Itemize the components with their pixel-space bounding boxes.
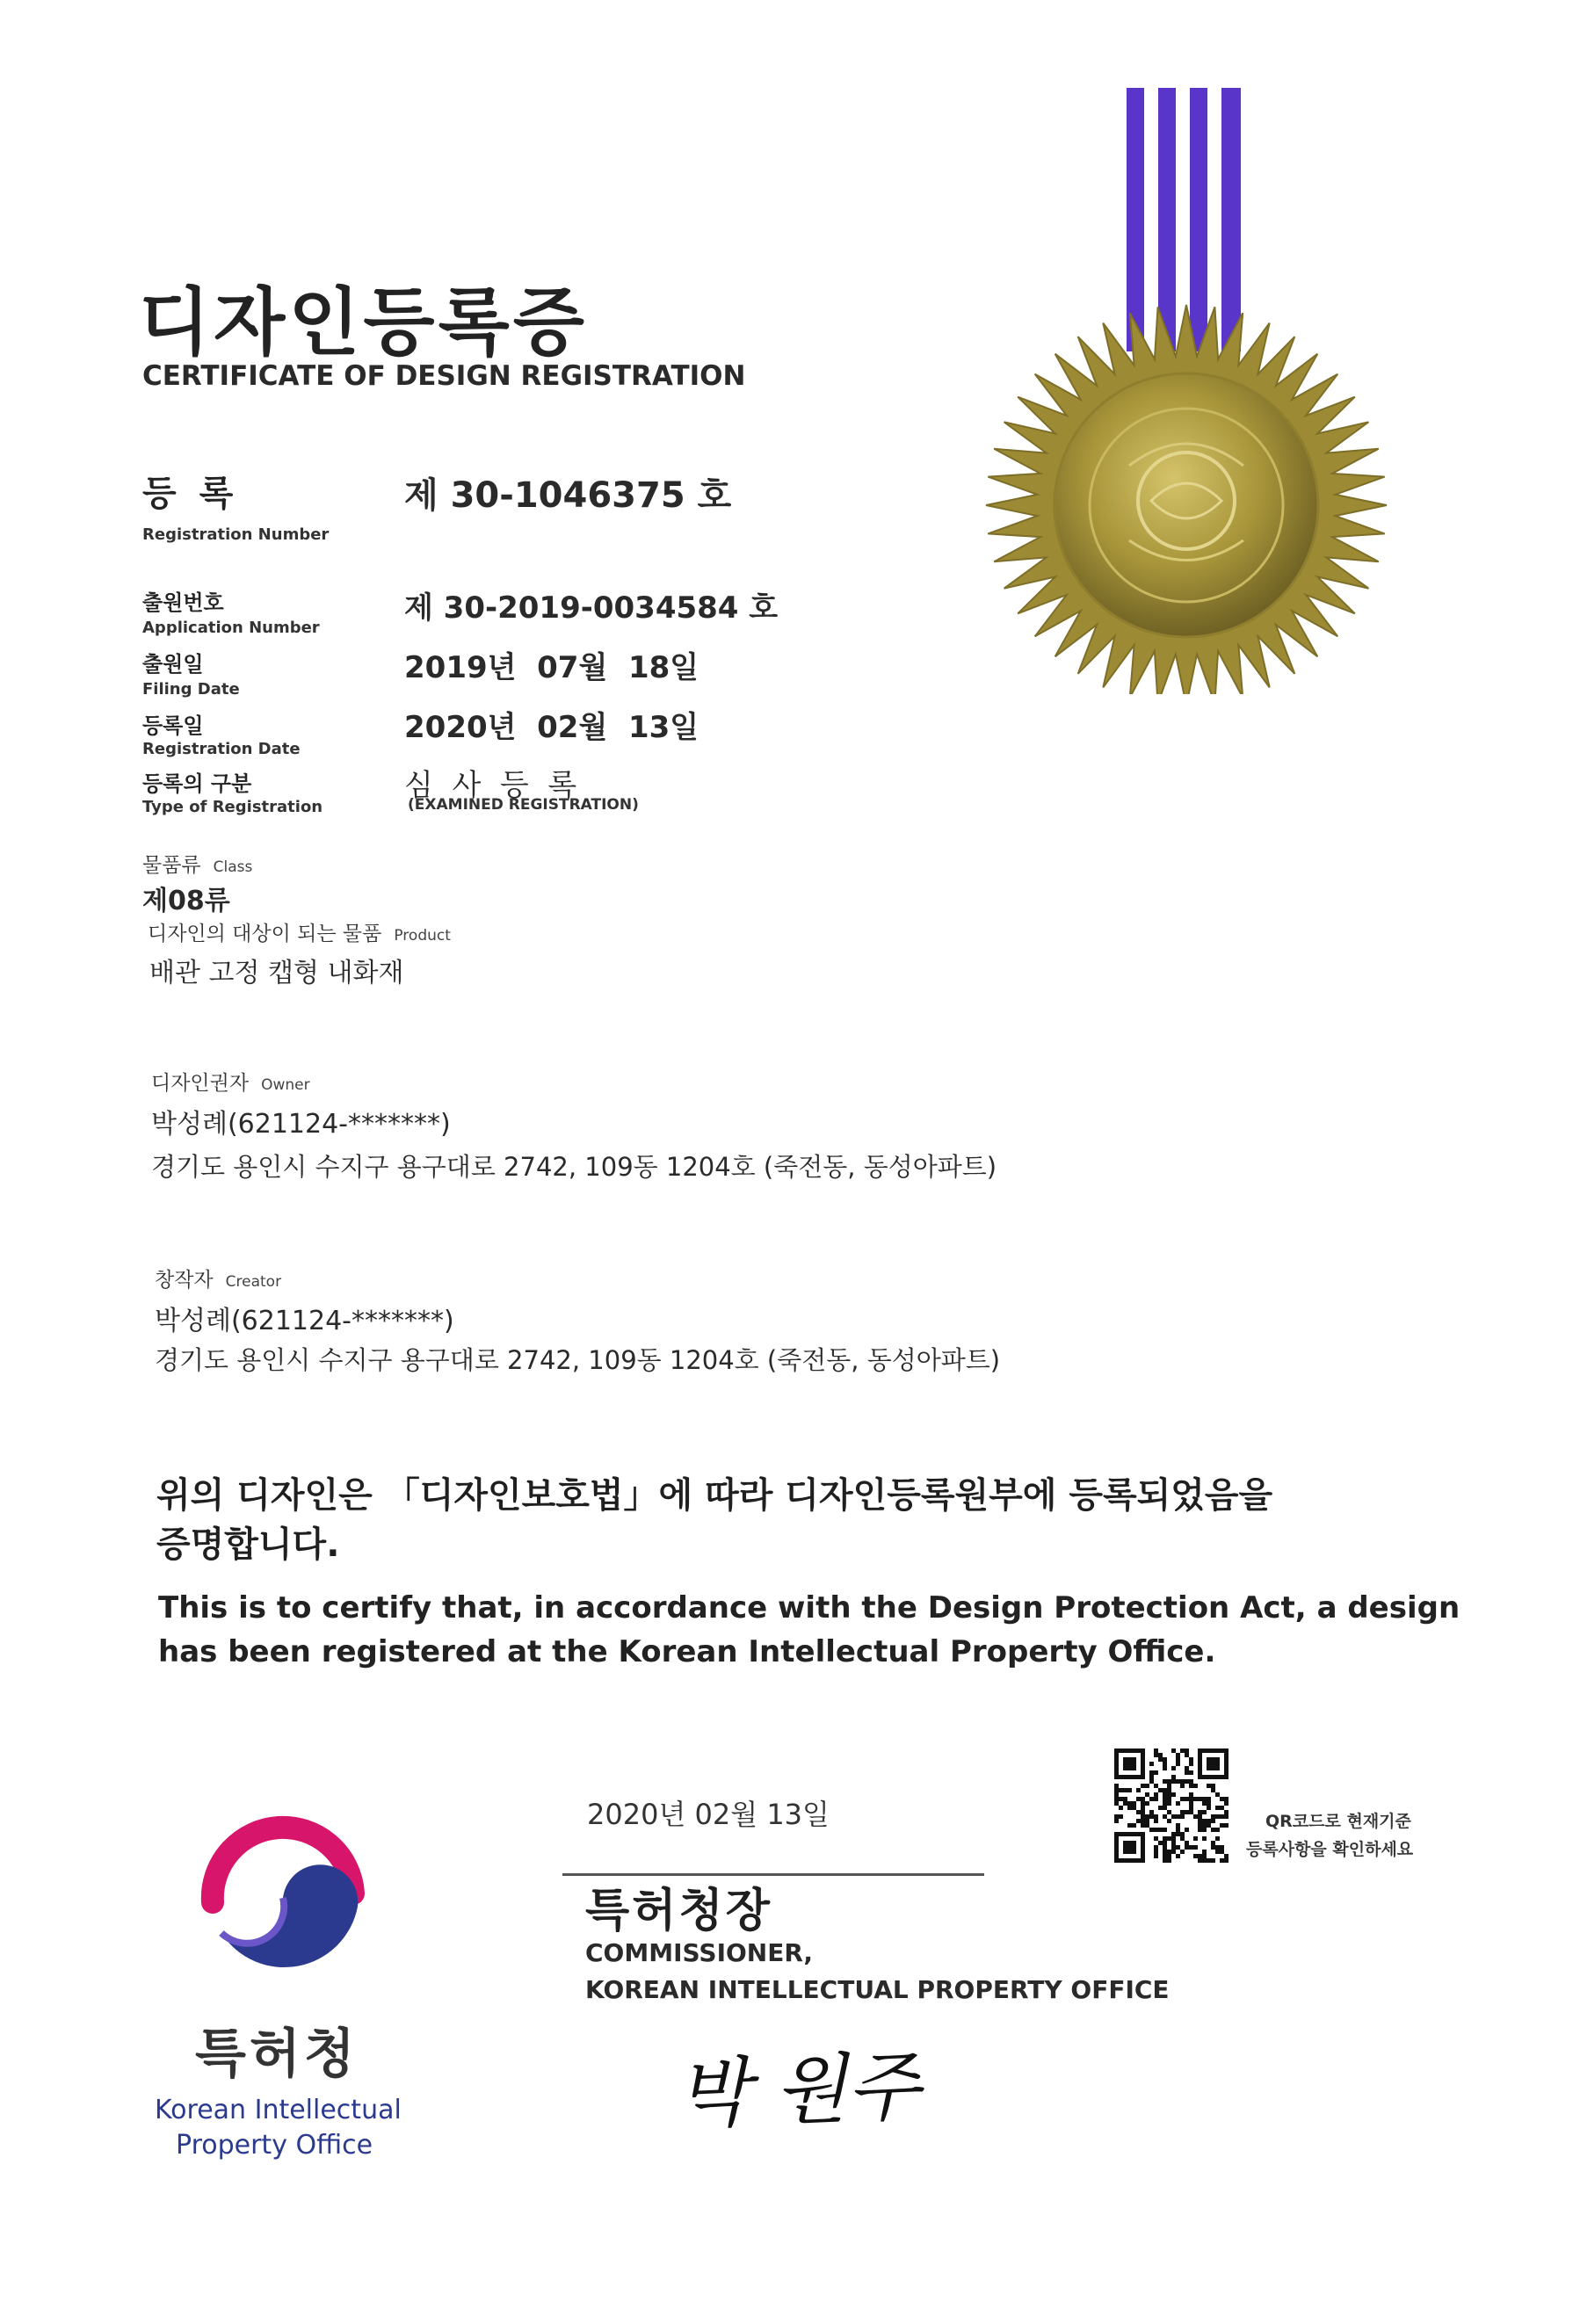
registration-type-label: 등록의 구분: [142, 771, 252, 796]
signature: 박 원주: [675, 2043, 922, 2139]
registration-type-note: (EXAMINED REGISTRATION): [408, 796, 639, 814]
qr-code-icon: [1114, 1748, 1228, 1863]
statement-en-line1: This is to certify that, in accordance with the Design Protection Act, a design: [158, 1590, 1460, 1625]
owner-address: 경기도 용인시 수지구 용구대로 2742, 109동 1204호 (죽전동, 동성아파트): [151, 1152, 997, 1182]
registration-type: 심 사 등 록: [404, 768, 577, 803]
ribbon-seal-icon: [984, 88, 1388, 694]
application-number-label-en: Application Number: [142, 619, 320, 637]
owner-label-ko: 디자인권자: [151, 1072, 250, 1095]
commissioner-title-ko: 특허청장: [585, 1885, 772, 1937]
creator-address: 경기도 용인시 수지구 용구대로 2742, 109동 1204호 (죽전동, 동성아파트): [155, 1345, 1001, 1375]
class-label-en: Class: [213, 858, 253, 876]
page-subtitle: CERTIFICATE OF DESIGN REGISTRATION: [142, 360, 746, 392]
agency-name-en1: Korean Intellectual: [155, 2095, 402, 2125]
creator-label-ko: 창작자: [155, 1269, 214, 1292]
class-label: [142, 849, 252, 878]
creator-name: 박성례(621124-*******): [155, 1306, 454, 1336]
owner-label-en: Owner: [261, 1076, 310, 1094]
application-number: 제 30-2019-0034584 호: [404, 590, 779, 626]
commissioner-title-en2: KOREAN INTELLECTUAL PROPERTY OFFICE: [585, 1975, 1170, 2004]
agency-name-ko: 특허청: [195, 2024, 359, 2085]
commissioner-title-en1: COMMISSIONER,: [585, 1938, 814, 1967]
filing-date-label: 출원일: [142, 652, 204, 677]
owner-label: [151, 1067, 310, 1096]
product-label-ko: 디자인의 대상이 되는 물품: [148, 923, 382, 945]
issue-date: 2020년 02월 13일: [587, 1798, 830, 1831]
creator-label: [155, 1263, 281, 1292]
statement-ko-line2: 증명합니다.: [156, 1524, 340, 1565]
product-label: [148, 917, 451, 946]
agency-name-en2: Property Office: [176, 2130, 373, 2161]
taeguk-logo-icon: [186, 1801, 380, 1995]
statement-en-line2: has been registered at the Korean Intellectual Property Office.: [158, 1634, 1216, 1669]
registration-number: 제 30-1046375 호: [404, 475, 732, 516]
registration-label-en: Registration Number: [142, 525, 330, 544]
class-label-ko: 물품류: [142, 854, 201, 877]
registration-label: 등 록: [142, 474, 239, 514]
page-title: 디자인등록증: [139, 279, 588, 366]
filing-date: 2019년 07월 18일: [404, 650, 699, 685]
statement-ko-line1: 위의 디자인은 「디자인보호법」에 따라 디자인등록원부에 등록되었음을: [156, 1475, 1273, 1516]
qr-note-line2: 등록사항을 확인하세요: [1246, 1840, 1414, 1859]
product-label-en: Product: [394, 927, 451, 945]
class-value: 제08류: [142, 886, 230, 916]
product-value: 배관 고정 캡형 내화재: [149, 958, 404, 988]
filing-date-label-en: Filing Date: [142, 680, 240, 699]
owner-name: 박성례(621124-*******): [151, 1109, 451, 1140]
qr-note-line1: QR코드로 현재기준: [1265, 1812, 1411, 1831]
registration-date-label: 등록일: [142, 713, 204, 738]
application-number-label: 출원번호: [142, 590, 224, 615]
registration-date-label-en: Registration Date: [142, 740, 301, 758]
creator-label-en: Creator: [225, 1273, 282, 1291]
registration-date: 2020년 02월 13일: [404, 710, 699, 745]
registration-type-label-en: Type of Registration: [142, 798, 323, 816]
